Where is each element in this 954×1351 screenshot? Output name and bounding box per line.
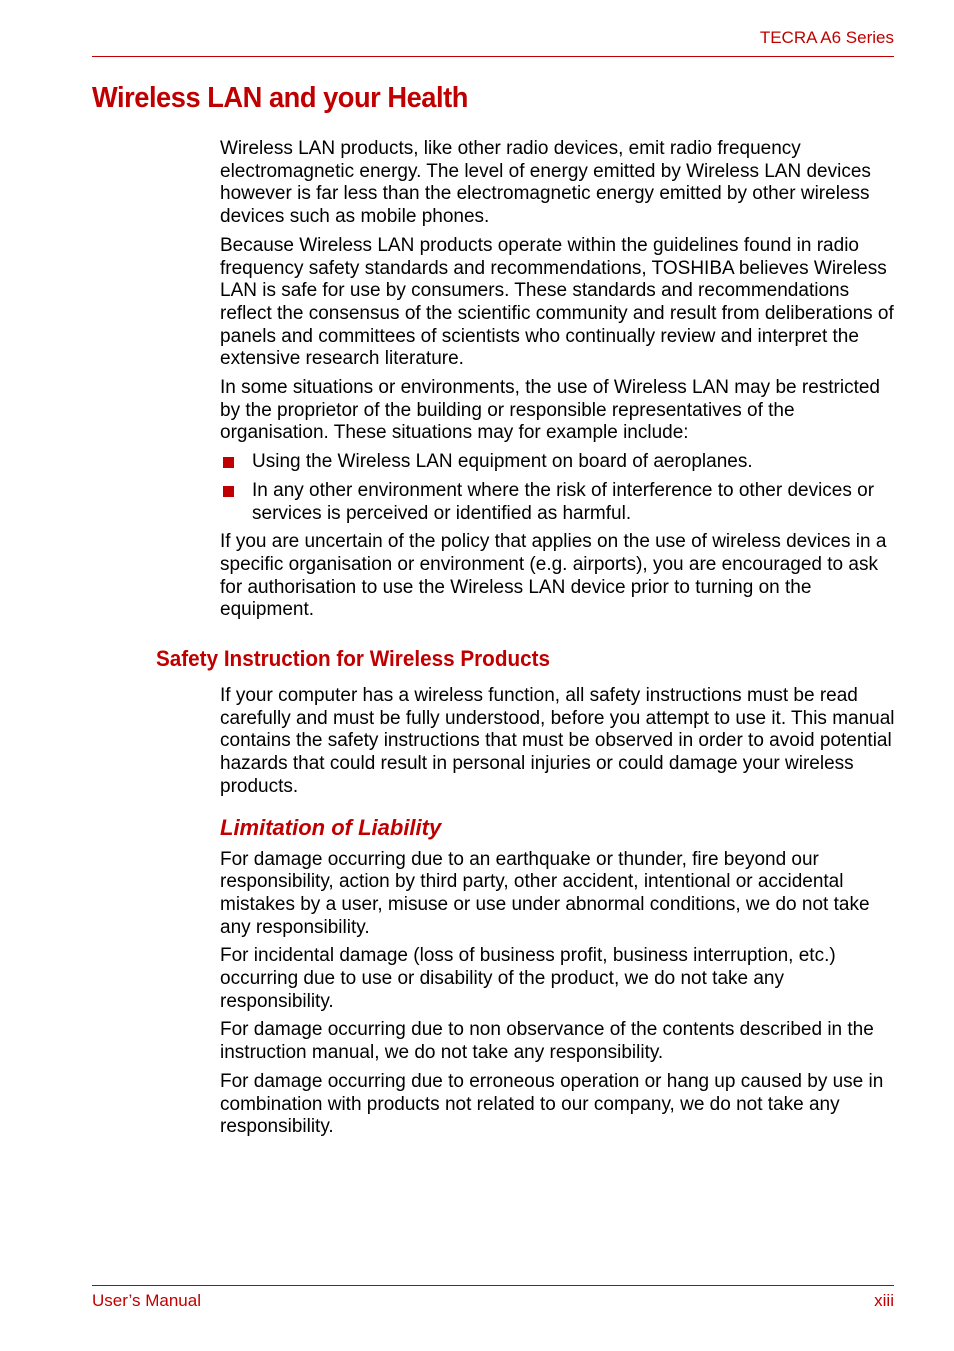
bullet-item [220,480,900,525]
paragraph: For damage occurring due to non observance of the contents described in the instruction manual, we do not take any responsibility. [220,1019,874,1064]
paragraph: Because Wireless LAN products operate within the guidelines found in radio frequency safety standards and recommendations, TOSHIBA believes Wireless LAN is safe for use by consumers. These standards and recommendations reflect the consensus of the scientific community and result from deliberations of panels and committees of scientists who continually review and interpret the extensive research literature. [220,234,894,370]
section-title: Wireless LAN and your Health [92,82,468,114]
bullet-item [220,451,900,474]
bullet-list [220,451,900,525]
running-header: TECRA A6 Series [759,28,894,47]
square-bullet-icon [223,486,234,497]
health-section-body [220,138,900,622]
paragraph: If you are uncertain of the policy that applies on the use of wireless devices in a specific organisation or environment (e.g. airports), you are encouraged to ask for authorisation to use the Wireless LAN device prior to turning on the equipment. [220,531,887,621]
header-divider [92,56,894,57]
subsection-title: Safety Instruction for Wireless Products [156,646,550,671]
liability-title: Limitation of Liability [220,814,442,840]
paragraph: If your computer has a wireless function, all safety instructions must be read carefully and must be fully understood, before you attempt to use it. This manual contains the safety instructions that must be observed in order to avoid potential hazards that could result in personal injuries or could damage your wireless products. [220,685,895,797]
footer-divider [92,1285,894,1286]
safety-section-body [220,685,900,1139]
square-bullet-icon [223,457,234,468]
bullet-text: Using the Wireless LAN equipment on board of aeroplanes. [252,451,753,473]
paragraph: For damage occurring due to an earthquake or thunder, fire beyond our responsibility, action by third party, other accident, intentional or accidental mistakes by a user, misuse or use under abnormal conditions, we do not take any responsibility. [220,848,870,938]
paragraph: In some situations or environments, the use of Wireless LAN may be restricted by the proprietor of the building or responsible representatives of the organisation. These situations may for example include: [220,377,880,444]
page-number: xiii [874,1291,894,1310]
footer-manual-label: User’s Manual [92,1291,201,1310]
paragraph: For damage occurring due to erroneous operation or hang up caused by use in combination with products not related to our company, we do not take any responsibility. [220,1070,884,1138]
bullet-text: In any other environment where the risk of interference to other devices or services is perceived or identified as harmful. [252,479,875,524]
paragraph: Wireless LAN products, like other radio devices, emit radio frequency electromagnetic energy. The level of energy emitted by Wireless LAN devices however is far less than the electromagnetic energy emitted by other wireless devices such as mobile phones. [220,138,871,228]
paragraph: For incidental damage (loss of business profit, business interruption, etc.) occurring due to use or disability of the product, we do not take any responsibility. [220,945,836,1012]
